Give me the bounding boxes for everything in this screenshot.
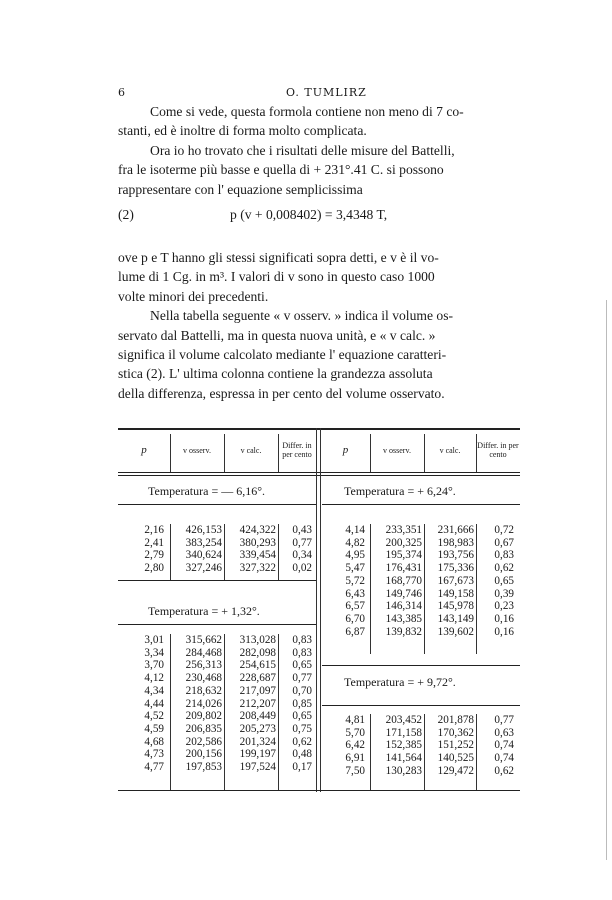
table-cell: 217,097 bbox=[239, 684, 276, 697]
table-cell: 197,524 bbox=[239, 761, 276, 774]
section-title: Temperatura = + 1,32°. bbox=[148, 604, 260, 618]
column-v-osserv bbox=[370, 714, 422, 778]
table-cell: 254,615 bbox=[239, 659, 276, 672]
table-cell: 6,87 bbox=[345, 625, 365, 638]
table-cell: 209,802 bbox=[185, 710, 222, 723]
equation-2 bbox=[118, 207, 518, 227]
table-cell: 340,624 bbox=[185, 549, 222, 562]
table-cell: 170,362 bbox=[437, 726, 474, 739]
table-cell: 4,95 bbox=[345, 549, 365, 562]
table-cell: 151,252 bbox=[437, 739, 474, 752]
table-cell: 0,65 bbox=[292, 659, 312, 672]
table-cell: 284,468 bbox=[185, 646, 222, 659]
column-p bbox=[321, 714, 365, 778]
table-cell: 201,878 bbox=[437, 714, 474, 726]
table-cell: 4,14 bbox=[345, 524, 365, 536]
running-head: O. TUMLIRZ bbox=[286, 86, 367, 99]
section-title: Temperatura = + 6,24°. bbox=[344, 484, 456, 498]
column-differ bbox=[476, 524, 514, 638]
column-p bbox=[118, 524, 164, 575]
table-cell: 208,449 bbox=[239, 710, 276, 723]
section-title: Temperatura = — 6,16°. bbox=[148, 484, 266, 498]
table-cell: 2,41 bbox=[144, 536, 164, 549]
table-cell: 424,322 bbox=[239, 524, 276, 536]
equation-formula: p (v + 0,008402) = 3,4348 T, bbox=[230, 207, 388, 222]
column-differ bbox=[476, 714, 514, 778]
section-rule bbox=[118, 624, 316, 625]
table-cell: 4,82 bbox=[345, 536, 365, 549]
table-cell: 256,313 bbox=[185, 659, 222, 672]
column-v-calc bbox=[224, 524, 276, 575]
column-v-calc bbox=[224, 634, 276, 774]
table-cell: 139,832 bbox=[385, 625, 422, 638]
table-bottom-rule bbox=[118, 790, 520, 791]
table-cell: 0,62 bbox=[494, 562, 514, 575]
table-cell: 6,91 bbox=[345, 752, 365, 765]
table-cell: 0,23 bbox=[494, 600, 514, 613]
table-cell: 4,68 bbox=[144, 735, 164, 748]
header-differ: Differ. in per cento bbox=[477, 441, 519, 459]
text-line: Come si vede, questa formola contiene non meno di 7 co- bbox=[150, 104, 464, 119]
table-cell: 149,158 bbox=[437, 587, 474, 600]
table-cell: 199,197 bbox=[239, 748, 276, 761]
header-rule bbox=[118, 472, 520, 473]
table-cell: 0,77 bbox=[292, 672, 312, 685]
section-rule bbox=[118, 580, 316, 581]
table-cell: 230,468 bbox=[185, 672, 222, 685]
text-line: volte minori dei precedenti. bbox=[118, 288, 269, 304]
table-cell: 143,149 bbox=[437, 612, 474, 625]
section-rule bbox=[322, 665, 520, 666]
table-cell: 0,34 bbox=[292, 549, 312, 562]
table-cell: 0,74 bbox=[494, 739, 514, 752]
column-p bbox=[321, 524, 365, 638]
table-cell: 313,028 bbox=[239, 634, 276, 646]
section-rule bbox=[322, 705, 520, 706]
header-v-calc: v calc. bbox=[439, 445, 461, 455]
table-cell: 205,273 bbox=[239, 722, 276, 735]
table-cell: 0,75 bbox=[292, 722, 312, 735]
table-cell: 4,59 bbox=[144, 722, 164, 735]
table-cell: 0,83 bbox=[292, 646, 312, 659]
table-cell: 193,756 bbox=[437, 549, 474, 562]
table-cell: 0,48 bbox=[292, 748, 312, 761]
table-cell: 0,62 bbox=[292, 735, 312, 748]
table-cell: 198,983 bbox=[437, 536, 474, 549]
table-cell: 201,324 bbox=[239, 735, 276, 748]
text-line: stica (2). L' ultima colonna contiene la grandezza assoluta bbox=[118, 366, 433, 382]
table-cell: 0,83 bbox=[494, 549, 514, 562]
table-cell: 0,16 bbox=[494, 612, 514, 625]
table-cell: 6,43 bbox=[345, 587, 365, 600]
table-cell: 327,322 bbox=[239, 562, 276, 575]
table-cell: 5,72 bbox=[345, 574, 365, 587]
table-cell: 0,70 bbox=[292, 684, 312, 697]
table-cell: 200,156 bbox=[185, 748, 222, 761]
table-cell: 0,65 bbox=[494, 574, 514, 587]
table-cell: 167,673 bbox=[437, 574, 474, 587]
header-v-osserv: v osserv. bbox=[383, 445, 411, 455]
table-cell: 0,65 bbox=[292, 710, 312, 723]
table-cell: 149,746 bbox=[385, 587, 422, 600]
column-differ bbox=[278, 634, 312, 774]
column-v-calc bbox=[424, 524, 474, 638]
table-cell: 3,70 bbox=[144, 659, 164, 672]
table-cell: 0,67 bbox=[494, 536, 514, 549]
table-cell: 6,42 bbox=[345, 739, 365, 752]
table-cell: 4,52 bbox=[144, 710, 164, 723]
table-cell: 171,158 bbox=[385, 726, 422, 739]
table-cell: 3,01 bbox=[144, 634, 164, 646]
table-cell: 2,16 bbox=[144, 524, 164, 536]
table-cell: 0,63 bbox=[494, 726, 514, 739]
column-v-calc bbox=[424, 714, 474, 778]
table-cell: 168,770 bbox=[385, 574, 422, 587]
table-cell: 197,853 bbox=[185, 761, 222, 774]
table-cell: 146,314 bbox=[385, 600, 422, 613]
table-cell: 139,602 bbox=[437, 625, 474, 638]
table-cell: 4,73 bbox=[144, 748, 164, 761]
table-cell: 0,62 bbox=[494, 764, 514, 777]
table-cell: 0,39 bbox=[494, 587, 514, 600]
header-rule-double bbox=[118, 475, 520, 476]
table-cell: 228,687 bbox=[239, 672, 276, 685]
table-cell: 3,34 bbox=[144, 646, 164, 659]
table-cell: 2,79 bbox=[144, 549, 164, 562]
table-cell: 233,351 bbox=[385, 524, 422, 536]
column-differ bbox=[278, 524, 312, 575]
table-cell: 426,153 bbox=[185, 524, 222, 536]
column-p bbox=[118, 634, 164, 774]
table-cell: 327,246 bbox=[185, 562, 222, 575]
equation-number: (2) bbox=[118, 207, 134, 222]
table-cell: 0,17 bbox=[292, 761, 312, 774]
table-cell: 214,026 bbox=[185, 697, 222, 710]
paragraph-2 bbox=[118, 248, 518, 403]
center-divider bbox=[316, 428, 317, 792]
table-cell: 212,207 bbox=[239, 697, 276, 710]
header-v-osserv: v osserv. bbox=[183, 445, 211, 455]
table-cell: 4,81 bbox=[345, 714, 365, 726]
table-cell: 200,325 bbox=[385, 536, 422, 549]
table-cell: 383,254 bbox=[185, 536, 222, 549]
page-header bbox=[118, 86, 518, 102]
table-cell: 202,586 bbox=[185, 735, 222, 748]
table-cell: 2,80 bbox=[144, 562, 164, 575]
text-line: lume di 1 Cg. in m³. I valori di v sono in questo caso 1000 bbox=[118, 269, 435, 285]
table-cell: 0,74 bbox=[494, 752, 514, 765]
table-cell: 5,70 bbox=[345, 726, 365, 739]
table-cell: 0,43 bbox=[292, 524, 312, 536]
text-line: servato dal Battelli, ma in questa nuova unità, e « v calc. » bbox=[118, 327, 436, 343]
table-cell: 7,50 bbox=[345, 764, 365, 777]
table-cell: 4,12 bbox=[144, 672, 164, 685]
header-p: p bbox=[342, 443, 349, 456]
table-cell: 282,098 bbox=[239, 646, 276, 659]
header-v-calc: v calc. bbox=[240, 445, 262, 455]
table-cell: 203,452 bbox=[385, 714, 422, 726]
paragraph-1 bbox=[118, 102, 518, 199]
data-table bbox=[118, 428, 520, 792]
text-line: rappresentare con l' equazione semplicissima bbox=[118, 181, 363, 197]
text-line: stanti, ed è inoltre di forma molto complicata. bbox=[118, 123, 367, 139]
table-cell: 0,16 bbox=[494, 625, 514, 638]
table-cell: 0,77 bbox=[292, 536, 312, 549]
column-v-osserv bbox=[170, 634, 222, 774]
header-differ: Differ. in per cento bbox=[282, 441, 312, 459]
table-cell: 140,525 bbox=[437, 752, 474, 765]
table-cell: 0,02 bbox=[292, 562, 312, 575]
page-number: 6 bbox=[118, 86, 126, 99]
text-line: della differenza, espressa in per cento del volume osservato. bbox=[118, 385, 445, 401]
table-cell: 6,70 bbox=[345, 612, 365, 625]
table-cell: 315,662 bbox=[185, 634, 222, 646]
table-cell: 6,57 bbox=[345, 600, 365, 613]
scan-edge bbox=[606, 300, 607, 860]
table-cell: 176,431 bbox=[385, 562, 422, 575]
table-cell: 0,77 bbox=[494, 714, 514, 726]
table-cell: 0,72 bbox=[494, 524, 514, 536]
text-line: ove p e T hanno gli stessi significati sopra detti, e v è il vo- bbox=[118, 250, 439, 265]
table-cell: 339,454 bbox=[239, 549, 276, 562]
text-line: Nella tabella seguente « v osserv. » indica il volume os- bbox=[150, 308, 454, 324]
table-cell: 129,472 bbox=[437, 764, 474, 777]
text-line: fra le isoterme più basse e quella di + 231°.41 C. si possono bbox=[118, 162, 444, 178]
section-title: Temperatura = + 9,72°. bbox=[344, 675, 456, 689]
section-rule bbox=[322, 504, 520, 505]
table-cell: 231,666 bbox=[437, 524, 474, 536]
table-cell: 218,632 bbox=[185, 684, 222, 697]
section-rule bbox=[118, 504, 316, 505]
table-cell: 195,374 bbox=[385, 549, 422, 562]
table-cell: 145,978 bbox=[437, 600, 474, 613]
table-cell: 4,77 bbox=[144, 761, 164, 774]
table-cell: 0,83 bbox=[292, 634, 312, 646]
text-line: Ora io ho trovato che i risultati delle misure del Battelli, bbox=[150, 142, 455, 158]
text-line: significa il volume calcolato mediante l' equazione caratteri- bbox=[118, 347, 447, 363]
table-cell: 5,47 bbox=[345, 562, 365, 575]
table-cell: 141,564 bbox=[385, 752, 422, 765]
table-cell: 206,835 bbox=[185, 722, 222, 735]
table-cell: 152,385 bbox=[385, 739, 422, 752]
table-cell: 380,293 bbox=[239, 536, 276, 549]
table-cell: 143,385 bbox=[385, 612, 422, 625]
table-cell: 175,336 bbox=[437, 562, 474, 575]
table-cell: 4,44 bbox=[144, 697, 164, 710]
table-cell: 0,85 bbox=[292, 697, 312, 710]
column-v-osserv bbox=[370, 524, 422, 638]
table-cell: 4,34 bbox=[144, 684, 164, 697]
column-v-osserv bbox=[170, 524, 222, 575]
table-cell: 130,283 bbox=[385, 764, 422, 777]
header-p: p bbox=[141, 443, 147, 456]
